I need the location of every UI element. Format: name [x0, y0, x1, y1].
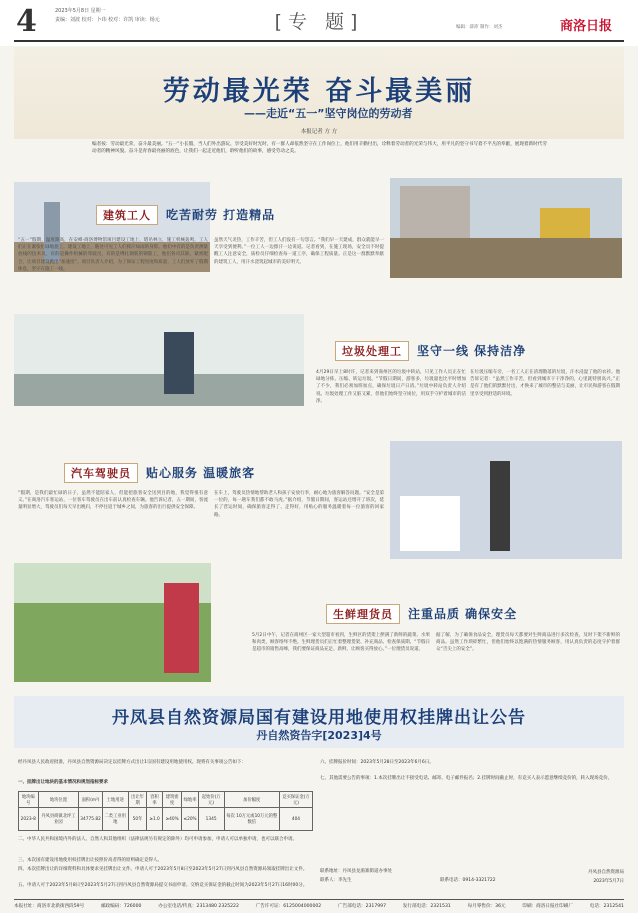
table-cell: 404 — [279, 808, 312, 831]
announcement-subtitle: 丹自然资告字[2023]4号 — [256, 729, 382, 742]
table-header-cell: 建筑密度 — [162, 792, 182, 808]
table-header-cell: 地块位置 — [38, 792, 79, 808]
footer-price: 每月零售价：36元 — [467, 904, 506, 909]
section-tag: 生鲜理货员 — [326, 604, 400, 624]
article-text: 5月2日中午，记者在商州区一家大型超市看到，生鲜区的货架上摆满了新鲜的蔬菜、水果和肉类，顾客络绎不绝。生鲜理货员们正忙着整理货架、补充商品、检查保质期。“节假日是超市的销售高峰，我们要保证商品充足、新鲜，让顾客买得放心。”一位理货员说道。 — [252, 633, 430, 653]
section-heading-produce — [326, 604, 517, 624]
table-header-cell: 绿地率 — [182, 792, 198, 808]
section-tag: 汽车驾驶员 — [64, 463, 138, 483]
section-heading-waste — [335, 341, 526, 361]
section-title: 吃苦耐劳 打造精品 — [166, 208, 276, 222]
announcement-intro: 经丹凤县人民政府批准，丹凤县自然资源局决定以挂牌方式出让1宗国有建设用地使用权。现将有关事项公告如下： — [18, 760, 246, 765]
masthead-divider — [14, 40, 624, 42]
bus-interior-icon — [390, 441, 622, 559]
table-cell: 丹凤县商镇北坪工业园 — [38, 808, 79, 831]
announcement-section4: 四、本次挂牌出让的详细资料和具体要求见挂牌出让文件。申请人可于2023年5月8日至2023年5月27日到丹凤县自然资源局领取挂牌出让文件。 — [18, 867, 308, 872]
announcement-title: 丹凤县自然资源局国有建设用地使用权挂牌出让公告 — [112, 708, 526, 728]
section-title: 注重品质 确保安全 — [408, 607, 518, 621]
bus-photo — [390, 441, 622, 559]
footer-address: 本报社址：商洛市北新街西段59号 — [14, 904, 85, 909]
section-title: [专 题] — [274, 11, 364, 33]
table-row — [19, 808, 313, 831]
article-text: 虽然天气炎热，工作辛苦，但工人们没有一句怨言。“我们早一天建成，群众就能早一天享受到便利。”一位工人一边擦汗一边说道。记者看到，在施工现场，安全员不时提醒工人注意安全，质检员仔细检查每一道工序，确保工程质量。正是这一群默默奉献的建筑工人，用汗水浇筑起城市的美好明天。 — [214, 238, 384, 265]
announcement-section1: 一、挂牌出让地块的基本情况和规划指标要求 — [18, 780, 108, 785]
announcement-section7: 七、其他需要公告的事项：1.本次挂牌出让不接受电话、邮寄、电子邮件报名；2.挂牌时间截止时，有竞买人表示愿意继续竞价的，转入现场竞价。 — [320, 776, 613, 781]
footer-printer: 印刷：商洛日报社印刷厂 — [522, 904, 573, 909]
contact-person: 联系人：李先生 — [320, 878, 352, 883]
table-header-cell: 竞买保证金(万元) — [279, 792, 312, 808]
contact-address: 联系地址：丹凤县龙驹寨街道办事处 — [320, 869, 392, 874]
article-text: 在车上，驾驶员热情地帮助老人和孩子安放行李，耐心地为旅客解答问题。“安全是第一位的，每一趟车我们都不敢马虎。”据介绍，节假日期间，客运站还增开了班次，延长了营运时间，确保旅客走得了、走得好，用贴心的服务温暖着每一位旅客的回家路。 — [214, 491, 384, 518]
page-number: 4 — [16, 4, 37, 39]
footer-office-phone: 办公室电话/传真：2313480 2325222 — [158, 904, 239, 909]
masthead-right-line: 编辑：薛沛 制作：刘杰 — [456, 25, 503, 30]
section-title: 坚守一线 保持洁净 — [417, 344, 527, 358]
table-header-cell: 土地用途 — [102, 792, 128, 808]
section-tag: 垃圾处理工 — [335, 341, 409, 361]
table-cell: 1345 — [198, 808, 224, 831]
table-cell: 50年 — [128, 808, 147, 831]
land-parcel-table — [18, 791, 313, 831]
signature-date: 2023年5月7日 — [593, 879, 624, 884]
announcement-section6: 六、挂牌报价时间：2023年5月28日至2023年6月6日。 — [320, 760, 434, 765]
construction-photo-right — [390, 178, 622, 278]
waste-photo — [14, 314, 304, 406]
section-heading-construction — [96, 205, 275, 225]
announcement-section2: 二、中华人民共和国境内外的法人、自然人和其他组织（法律法规另有规定的除外）均可申请参加，申请人可以单独申请，也可以联合申请。 — [18, 837, 297, 842]
editors-line: 责编：刘波 校对：卜玮 校对：许凯 审读：杨元 — [55, 17, 160, 23]
article-text: 据了解，为了确保食品安全，理货员每天都要对生鲜商品进行多次检查，及时下架不新鲜的商品。虽然工作琐碎繁忙，但他们始终以饱满的热情服务顾客，用认真负责的态度守护着群众“舌尖上的安全”。 — [436, 633, 620, 653]
building-site-icon — [390, 178, 622, 278]
table-header-cell: 加价幅度 — [224, 792, 279, 808]
contact-phone: 联系电话：0914-3321722 — [440, 878, 496, 883]
table-cell: 二类工业用地 — [102, 808, 128, 831]
article-text: “假期，是我们最忙碌的日子，虽然不能陪家人，但能把旅客安全送到目的地，我觉得很有意义。”在商洛汽车客运站，一位客车驾驶员在出车前认真检查车辆。他告诉记者，五一期间，客流量明显增大，驾驶员们每天早出晚归，不停往返于城乡之间，为旅客的出行提供安全保障。 — [18, 491, 208, 511]
table-header-cell: 起始价(万元) — [198, 792, 224, 808]
section-tag: 建筑工人 — [96, 205, 158, 225]
table-cell: ≥40% — [162, 808, 182, 831]
table-header-cell: 容积率 — [147, 792, 163, 808]
table-header-cell: 出让年期 — [128, 792, 147, 808]
article-text: “五一”假期，温度渐高，在安峰·商洛博物馆项目建设工地上，塔吊林立，施工机械轰鸣，工人们正在紧张忙碌地施工。建设工地上，随处可见工人们挥汗如雨的身影。他们中有的是负责测量放线的技术员，有的是操作机械的驾驶员，有的是绑扎钢筋的钢筋工，他们各司其职、紧密配合，让项目建设跑出“加速度”。项目负责人介绍，为了保证工程进度和质量，工人们放弃了假期休息，坚守在施工一线。 — [18, 238, 208, 272]
masthead-info — [55, 7, 160, 25]
masthead — [0, 0, 638, 46]
section-title: 贴心服务 温暖旅客 — [146, 466, 256, 480]
signature-org: 丹凤县自然资源局 — [588, 870, 624, 875]
table-cell: 2023-8 — [19, 808, 39, 831]
footer-ad-phone: 广告部电话：2317997 — [338, 904, 387, 909]
article-text: 在垃圾压缩车旁，一名工人正在清理散落的垃圾，汗水浸湿了他的衣衫。他告诉记者：“虽然工作辛苦，但看到城市干干净净的，心里就特别高兴。”正是有了他们的默默付出，才换来了城市的整洁与美丽，让市民和游客在假期里享受到舒适的环境。 — [470, 370, 620, 397]
produce-photo — [14, 563, 211, 682]
section-heading-driver — [64, 463, 255, 483]
footer-ad-license: 广告许可证：6125004000002 — [255, 904, 322, 909]
headline-banner — [14, 47, 624, 139]
article-text: 4月29日早上8时许，记者来到商州区的垃圾中转站，只见工作人员正在忙碌地分拣、压缩、转运垃圾。“节假日期间，游客多，垃圾量也比平时增加了不少，我们必须加班加点，确保垃圾日产日清。”垃圾中转站负责人介绍说。垃圾处理工作又脏又累，但他们始终坚守岗位，用双手守护着城市的洁净。 — [316, 370, 466, 404]
table-header-cell: 面积(m²) — [79, 792, 103, 808]
table-cell: 每次 10万元或10万元的整数倍 — [224, 808, 279, 831]
announcement-section3: 三、本次国有建设用地使用权挂牌出让按照价高者得的原则确定竞得人。 — [18, 858, 162, 863]
editor-note: 编者按：劳动最光荣，奋斗最美丽。“五一”小长假，当人们外出游玩、享受美好时光时，有一群人却依然坚守在工作岗位上，他们用辛勤付出，诠释着劳动者的光荣与伟大，用平凡的坚守书写着不平凡的奉献，展现着新时代劳动者的精神风貌。奋斗是青春最亮丽的底色，让我们一起走近他们，聆听他们的故事，感受劳动之美。 — [92, 142, 547, 154]
table-header-cell: 地块编号 — [19, 792, 39, 808]
waste-station-icon — [14, 314, 304, 406]
footer-printer-phone: 电话：2312541 — [589, 904, 624, 909]
table-cell: 34775.82 — [79, 808, 103, 831]
announcement-section5: 五、申请人可于2023年5月8日至2023年5月27日到丹凤县自然资源局提交书面申请。交纳竞买保证金的截止时间为2023年5月27日16时00分。 — [18, 883, 308, 888]
date-line: 2023年5月8日 星期一 — [55, 8, 106, 14]
table-header-row — [19, 792, 313, 808]
newspaper-logo: 商洛日报 — [560, 19, 613, 34]
byline: 本报记者 方 方 — [300, 129, 338, 135]
headline-title: 劳动最光荣 奋斗最美丽 — [162, 76, 476, 107]
table-cell: ≥1.0 — [147, 808, 163, 831]
footer-postcode: 邮政编码：726000 — [100, 904, 142, 909]
produce-shelf-icon — [14, 563, 211, 682]
headline-subtitle: ——走近“五一”坚守岗位的劳动者 — [244, 107, 413, 120]
table-cell: ≤20% — [182, 808, 198, 831]
footer-issue-phone: 发行部电话：2321531 — [402, 904, 451, 909]
page-footer — [14, 899, 624, 910]
